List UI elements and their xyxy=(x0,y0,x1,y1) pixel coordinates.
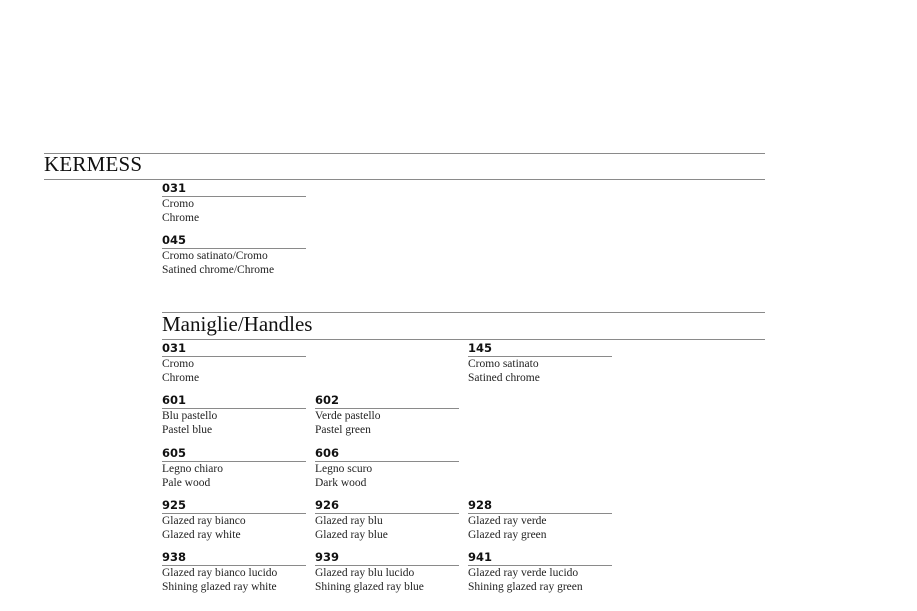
finish-name-it: Cromo satinato/Cromo xyxy=(162,250,268,262)
handle-item xyxy=(162,499,306,541)
handle-item xyxy=(315,394,459,436)
handle-code: 606 xyxy=(315,447,459,462)
handle-name-it: Verde pastello xyxy=(315,410,381,422)
handle-name-it: Glazed ray blu lucido xyxy=(315,567,415,579)
brand-title: KERMESS xyxy=(44,152,143,176)
finish-item xyxy=(162,182,306,224)
handles-bottom-rule xyxy=(162,339,765,340)
handle-item xyxy=(468,499,612,541)
handle-item xyxy=(162,447,306,489)
handles-title: Maniglie/Handles xyxy=(162,312,313,336)
handle-item xyxy=(468,342,612,384)
handle-code: 031 xyxy=(162,342,306,357)
handle-item xyxy=(468,551,612,593)
handle-name-en: Pastel green xyxy=(315,423,371,436)
handle-name-en: Chrome xyxy=(162,371,200,384)
handle-item xyxy=(315,499,459,541)
brand-top-rule xyxy=(44,153,765,154)
handle-item xyxy=(162,394,306,436)
handle-name-en: Glazed ray white xyxy=(162,528,241,541)
handle-code: 601 xyxy=(162,394,306,409)
finish-name-it: Cromo xyxy=(162,198,194,210)
handle-name-it: Glazed ray blu xyxy=(315,515,383,527)
handle-name-en: Shining glazed ray green xyxy=(468,580,583,593)
finish-code: 031 xyxy=(162,182,306,197)
finish-item xyxy=(162,234,306,276)
brand-bottom-rule xyxy=(44,179,765,180)
handle-item xyxy=(315,447,459,489)
finish-name-en: Satined chrome/Chrome xyxy=(162,263,275,276)
handle-name-it: Cromo satinato xyxy=(468,358,539,370)
handle-name-it: Legno scuro xyxy=(315,463,373,475)
handle-code: 941 xyxy=(468,551,612,566)
handle-code: 928 xyxy=(468,499,612,514)
handle-name-en: Pale wood xyxy=(162,476,211,489)
handle-code: 605 xyxy=(162,447,306,462)
finish-code: 045 xyxy=(162,234,306,249)
handle-item xyxy=(162,551,306,593)
handle-code: 938 xyxy=(162,551,306,566)
handle-name-en: Pastel blue xyxy=(162,423,213,436)
handle-name-en: Dark wood xyxy=(315,476,367,489)
handle-name-en: Shining glazed ray blue xyxy=(315,580,424,593)
handle-code: 145 xyxy=(468,342,612,357)
handle-name-it: Glazed ray bianco lucido xyxy=(162,567,278,579)
handle-name-it: Glazed ray verde xyxy=(468,515,547,527)
handle-code: 925 xyxy=(162,499,306,514)
handle-name-en: Shining glazed ray white xyxy=(162,580,277,593)
handle-item xyxy=(315,551,459,593)
handle-name-it: Glazed ray verde lucido xyxy=(468,567,579,579)
handle-name-it: Blu pastello xyxy=(162,410,218,422)
handle-name-en: Glazed ray blue xyxy=(315,528,388,541)
handle-name-en: Glazed ray green xyxy=(468,528,547,541)
handle-code: 926 xyxy=(315,499,459,514)
handle-code: 939 xyxy=(315,551,459,566)
finish-name-en: Chrome xyxy=(162,211,200,224)
handle-name-it: Legno chiaro xyxy=(162,463,223,475)
handle-code: 602 xyxy=(315,394,459,409)
handle-name-it: Cromo xyxy=(162,358,194,370)
handle-item xyxy=(162,342,306,384)
handle-name-en: Satined chrome xyxy=(468,371,540,384)
handle-name-it: Glazed ray bianco xyxy=(162,515,246,527)
